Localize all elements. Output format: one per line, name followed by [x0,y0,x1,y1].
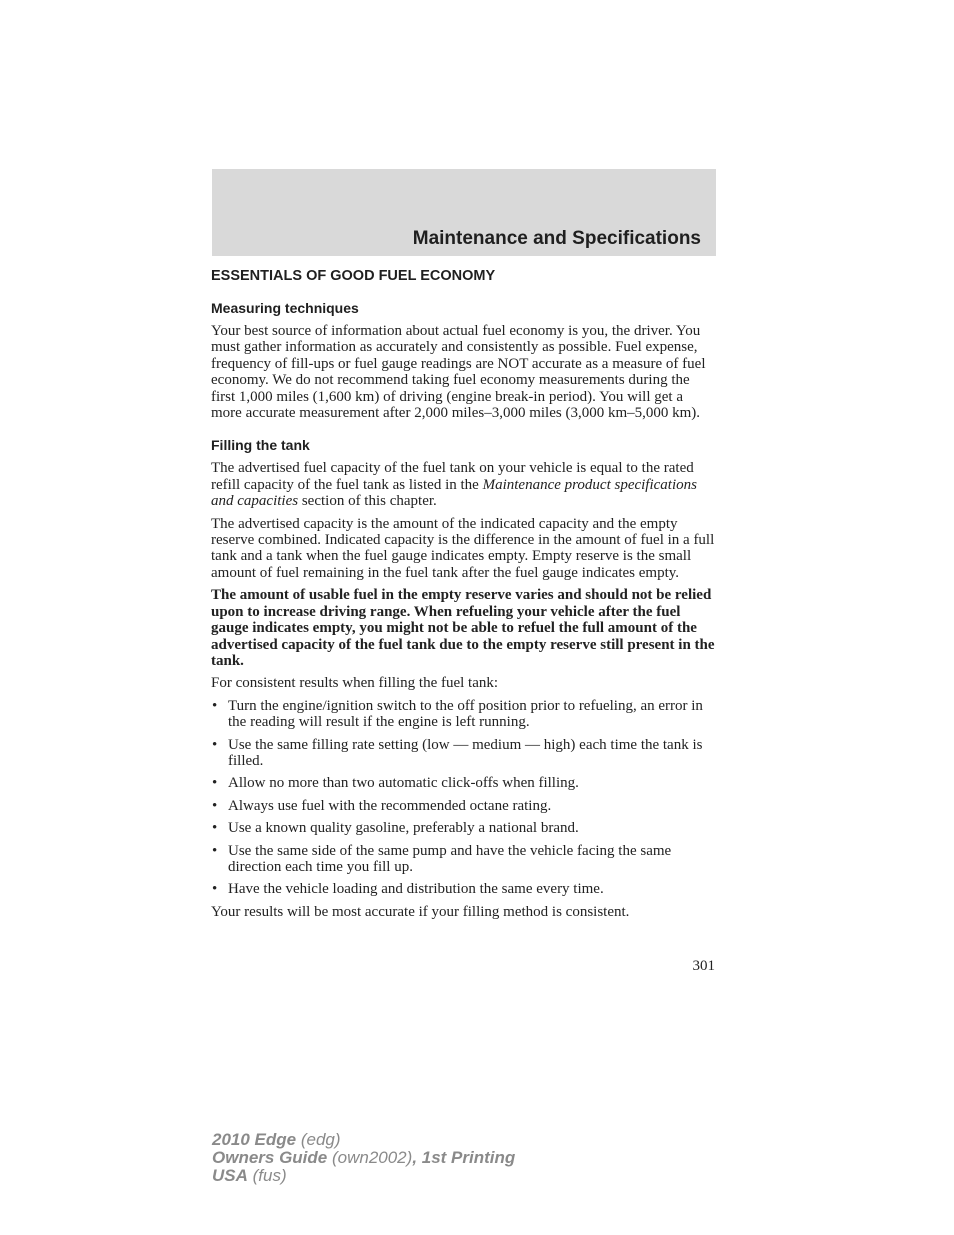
footer-market-code: (fus) [247,1166,287,1185]
footer-line-guide [212,1149,515,1167]
measuring-heading: Measuring techniques [211,300,359,316]
bullet-icon: • [212,736,218,753]
bullet-icon: • [212,697,218,714]
chapter-title: Maintenance and Specifications [412,228,701,249]
list-item-text: Use the same filling rate setting (low — medium — high) each time the tank is filled. [228,736,703,769]
list-item-text: Use the same side of the same pump and have the vehicle facing the same direction each time you fill up. [228,842,672,875]
filling-paragraph-1-end: section of this chapter. [298,493,437,510]
bullet-icon: • [212,775,218,792]
footer-market: USA [212,1166,248,1185]
section-header-band [212,169,716,256]
footer-printing: , 1st Printing [412,1148,516,1167]
filling-tips-list [211,698,717,898]
list-item [211,775,717,791]
list-item-text: Always use fuel with the recommended octane rating. [228,797,552,814]
list-item [211,843,717,876]
footer-guide: Owners Guide [212,1148,328,1167]
document-footer [212,1131,515,1185]
list-item-text: Have the vehicle loading and distribution the same every time. [228,881,604,898]
list-item [211,737,717,770]
reserve-warning: The amount of usable fuel in the empty reserve varies and should not be relied upon to increase driving range. When refueling your vehicle after the fuel gauge indicates empty, you might not be able to refuel the full amount of the advertised capacity of the fuel tank due to the empty reserve still present in the tank. [211,587,715,669]
bullet-icon: • [212,881,218,898]
footer-line-market [212,1167,515,1185]
filling-heading: Filling the tank [211,437,310,454]
footer-model: 2010 Edge [212,1130,297,1149]
page-number: 301 [692,958,715,974]
bullet-icon: • [212,842,218,859]
filling-intro: For consistent results when filling the fuel tank: [211,675,499,692]
footer-model-code: (edg) [296,1130,341,1149]
list-item [211,698,717,731]
list-item-text: Allow no more than two automatic click-offs when filling. [228,775,579,792]
list-item-text: Use a known quality gasoline, preferably a national brand. [228,820,579,837]
bullet-icon: • [212,797,218,814]
list-item [211,820,717,836]
filling-paragraph-1-start: The advertised fuel capacity of the fuel tank on your vehicle is equal to the rated refill capacity of the fuel tank as listed in the [211,460,694,493]
footer-line-model [212,1131,515,1149]
section-title: ESSENTIALS OF GOOD FUEL ECONOMY [211,268,496,284]
conclusion-paragraph: Your results will be most accurate if your filling method is consistent. [211,903,630,920]
filling-paragraph-2: The advertised capacity is the amount of the indicated capacity and the empty reserve combined. Indicated capacity is the difference in the amount of fuel in a full tank and a tank when the fuel gauge indicates empty. Empty reserve is the small amount of fuel remaining in the fuel tank after the fuel gauge indicates empty. [211,515,715,581]
filling-paragraph-1 [211,460,717,509]
bullet-icon: • [212,820,218,837]
list-item [211,881,717,897]
measuring-paragraph: Your best source of information about actual fuel economy is you, the driver. You must gather information as accurately and consistently as possible. Fuel expense, frequency of fill-ups or fuel gauge readings are NOT accurate as a measure of fuel economy. We do not recommend taking fuel economy measurements during the first 1,000 miles (1,600 km) of driving (engine break-in period). You will get a more accurate measurement after 2,000 miles–3,000 miles (3,000 km–5,000 km). [211,323,706,422]
list-item [211,798,717,814]
page-content [211,266,717,926]
footer-guide-code: (own2002) [327,1148,413,1167]
filling-paragraph-1-reference: Maintenance product specifications and capacities [211,476,697,510]
list-item-text: Turn the engine/ignition switch to the off position prior to refueling, an error in the reading will result if the engine is left running. [228,697,703,731]
